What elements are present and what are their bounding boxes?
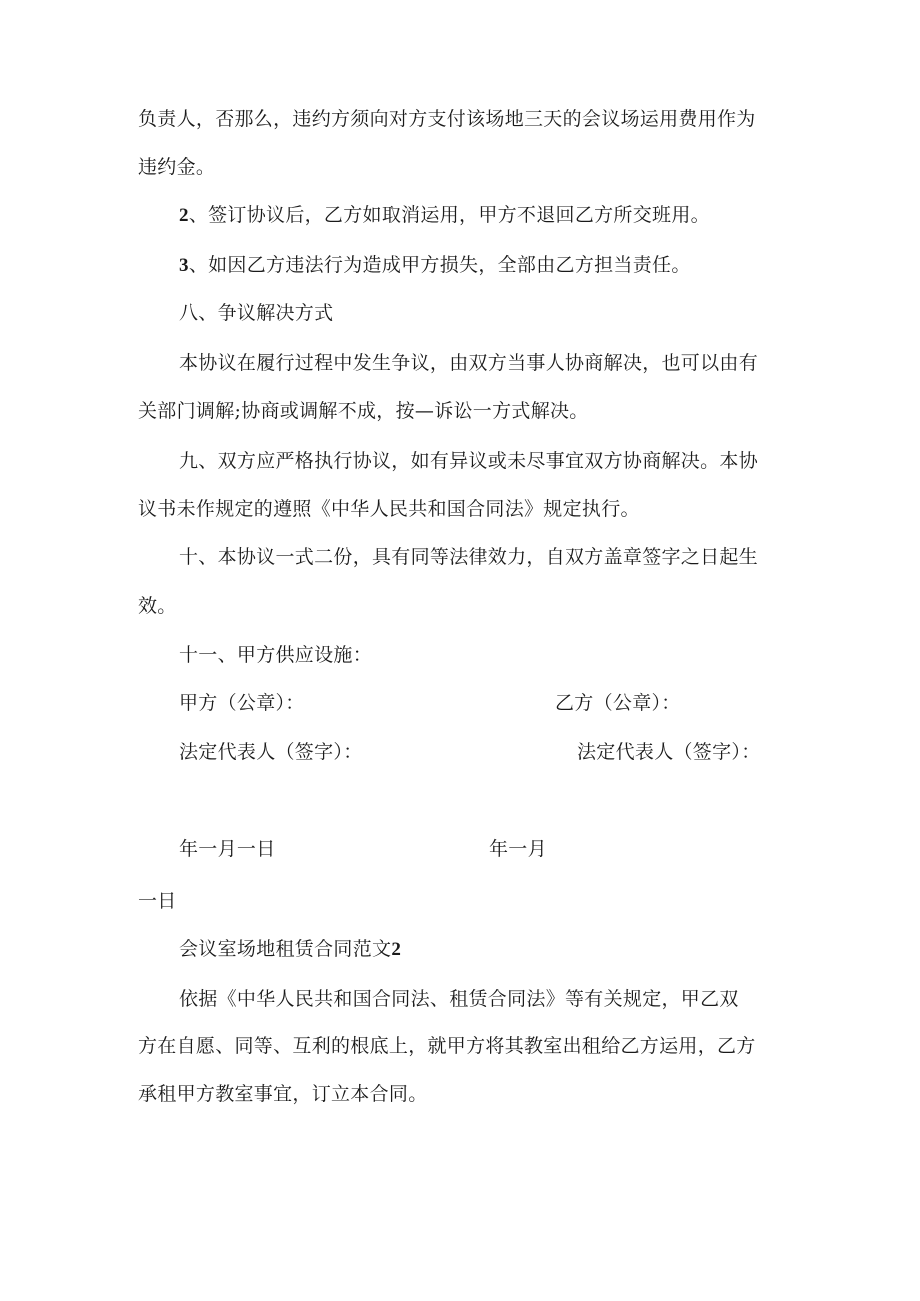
paragraph-line: 承租甲方教室事宜，订立本合同。: [138, 1083, 428, 1105]
party-b-rep-label: 法定代表人（签字）：: [577, 741, 761, 763]
party-b-date-continued: 一日: [138, 890, 177, 912]
paragraph-line: 十、本协议一式二份，具有同等法律效力，自双方盖章签字之日起生: [179, 546, 759, 568]
paragraph-line: 议书未作规定的遵照《中华人民共和国合同法》规定执行。: [138, 498, 640, 520]
party-a-rep-label: 法定代表人（签字）：: [179, 741, 363, 763]
clause-number: 2: [179, 205, 189, 226]
clause-text: 、如因乙方违法行为造成甲方损失，全部由乙方担当责任。: [188, 254, 691, 276]
paragraph-line: 依据《中华人民共和国合同法、租赁合同法》等有关规定，甲乙双: [179, 988, 739, 1010]
paragraph-line: 负责人，否那么，违约方须向对方支付该场地三天的会议场运用费用作为: [138, 108, 756, 130]
party-b-date: 年一月: [489, 838, 547, 860]
paragraph-line: 方在自愿、同等、互利的根底上，就甲方将其教室出租给乙方运用，乙方: [138, 1035, 756, 1057]
paragraph-line: 效。: [138, 595, 177, 617]
party-a-date: 年一月一日: [179, 838, 276, 860]
clause-item-3: [179, 256, 691, 275]
paragraph-line: 九、双方应严格执行协议，如有异议或未尽事宜双方协商解决。本协: [179, 450, 759, 472]
section-heading: 八、争议解决方式: [179, 302, 334, 324]
clause-number: 3: [179, 255, 189, 276]
party-b-seal-label: 乙方（公章）：: [555, 692, 681, 714]
document-title-2: [179, 940, 401, 959]
clause-item-2: [179, 206, 710, 225]
paragraph-line: 违约金。: [138, 156, 216, 178]
title-text: 会议室场地租赁合同范文: [179, 938, 392, 960]
clause-text: 、签订协议后，乙方如取消运用，甲方不退回乙方所交班用。: [188, 204, 710, 226]
party-a-seal-label: 甲方（公章）：: [179, 692, 305, 714]
title-number: 2: [391, 939, 402, 960]
paragraph-line: 本协议在履行过程中发生争议，由双方当事人协商解决，也可以由有: [179, 352, 759, 374]
paragraph-line: 关部门调解;协商或调解不成，按—诉讼一方式解决。: [138, 400, 589, 422]
section-heading: 十一、甲方供应设施：: [179, 644, 373, 666]
